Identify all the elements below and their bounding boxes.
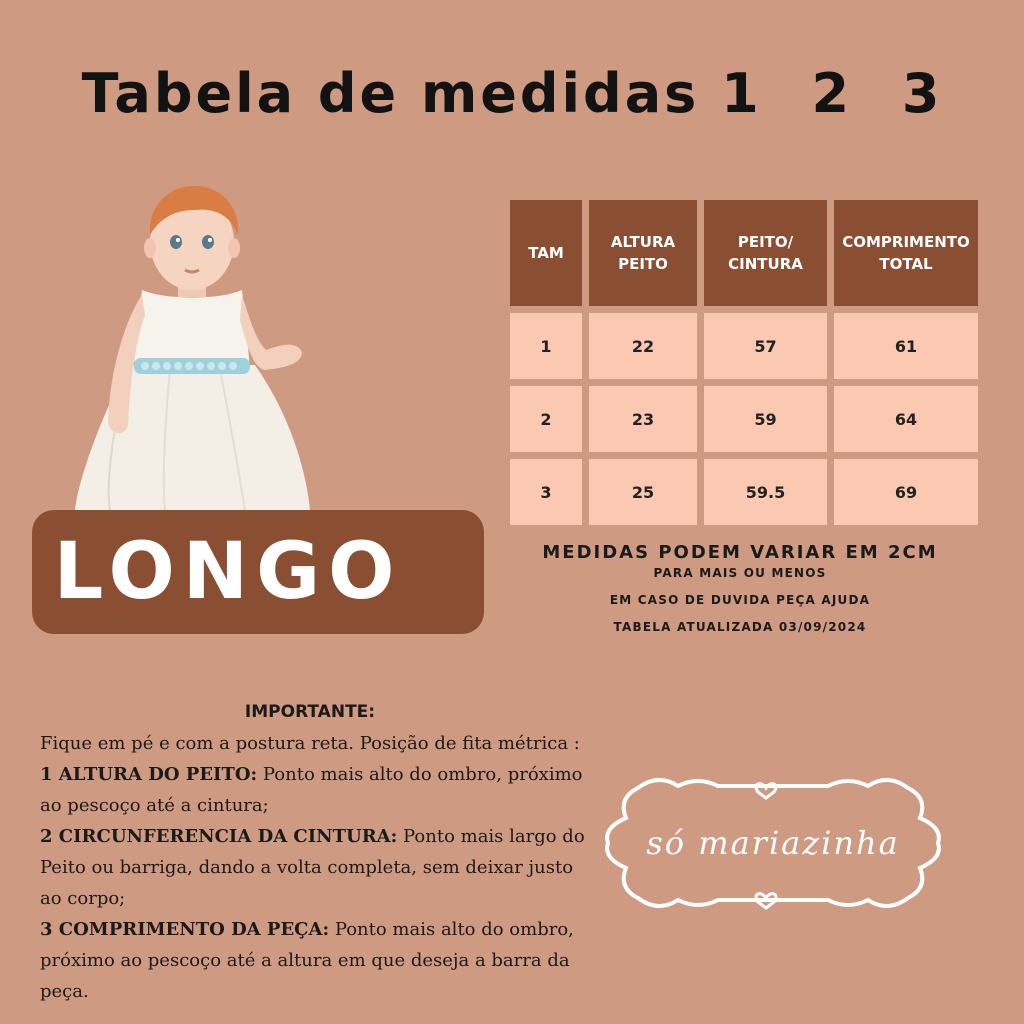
header-comprimento-total: COMPRIMENTO TOTAL xyxy=(834,200,978,306)
table-header-row xyxy=(510,200,980,306)
instruction-label: 3 COMPRIMENTO DA PEÇA: xyxy=(40,919,330,940)
table-cell: 22 xyxy=(589,313,697,379)
table-cell: 3 xyxy=(510,459,582,525)
title-text: Tabela de medidas xyxy=(81,62,700,125)
table-row xyxy=(510,386,980,452)
table-cell: 1 xyxy=(510,313,582,379)
baby-dress-photo xyxy=(70,180,330,515)
longo-label: LONGO xyxy=(53,527,403,617)
note-updated-date: TABELA ATUALIZADA 03/09/2024 xyxy=(613,620,867,634)
measurement-notes xyxy=(520,542,960,634)
header-tam: TAM xyxy=(510,200,582,306)
instruction-text: Ponto mais alto do ombro, próximo ao pescoço até a cintura; xyxy=(40,764,583,816)
table-cell: 23 xyxy=(589,386,697,452)
instruction-text: Ponto mais largo do Peito ou barriga, dando a volta completa, sem deixar justo ao corpo; xyxy=(40,826,585,909)
header-peito-cintura: PEITO/ CINTURA xyxy=(704,200,827,306)
table-cell: 64 xyxy=(834,386,978,452)
note-ask-help: EM CASO DE DUVIDA PEÇA AJUDA xyxy=(609,593,871,607)
table-cell: 59.5 xyxy=(704,459,827,525)
table-cell: 57 xyxy=(704,313,827,379)
instruction-label: 1 ALTURA DO PEITO: xyxy=(40,764,258,785)
note-variation: MEDIDAS PODEM VARIAR EM 2CM xyxy=(542,542,938,563)
table-cell: 25 xyxy=(589,459,697,525)
instruction-item xyxy=(40,759,600,821)
instruction-text: Ponto mais alto do ombro, próximo ao pescoço até a altura em que deseja a barra da peça. xyxy=(40,919,574,1002)
size-table xyxy=(510,200,980,532)
note-more-or-less: PARA MAIS OU MENOS xyxy=(653,566,827,580)
instruction-item xyxy=(40,821,600,914)
important-heading: IMPORTANTE: xyxy=(244,702,376,722)
longo-badge xyxy=(32,510,484,634)
important-instructions xyxy=(40,700,600,1007)
title-sizes: 1 2 3 xyxy=(721,62,943,125)
table-cell: 59 xyxy=(704,386,827,452)
page-title xyxy=(0,62,1024,125)
table-cell: 2 xyxy=(510,386,582,452)
table-row xyxy=(510,459,980,525)
instruction-item xyxy=(40,914,600,1007)
brand-logo-text: só mariazinha xyxy=(646,824,900,862)
table-cell: 69 xyxy=(834,459,978,525)
table-cell: 61 xyxy=(834,313,978,379)
important-intro: Fique em pé e com a postura reta. Posição de fita métrica : xyxy=(40,733,580,754)
header-altura-peito: ALTURA PEITO xyxy=(589,200,697,306)
table-row xyxy=(510,313,980,379)
instruction-label: 2 CIRCUNFERENCIA DA CINTURA: xyxy=(40,826,398,847)
